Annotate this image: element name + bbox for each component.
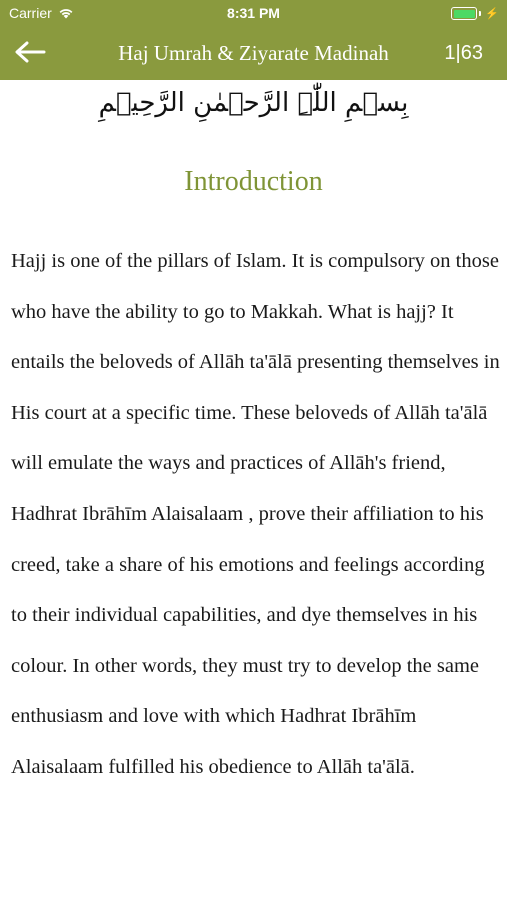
status-time: 8:31 PM — [227, 5, 280, 21]
battery-level — [454, 10, 475, 18]
page-title: Haj Umrah & Ziyarate Madinah — [118, 41, 389, 65]
status-bar — [0, 0, 507, 28]
battery-icon — [451, 7, 477, 20]
content-area[interactable] — [0, 80, 507, 900]
section-title: Introduction — [184, 166, 323, 197]
body-text: Hajj is one of the pillars of Islam. It is compulsory on those who have the ability to go to Makkah. What is hajj? It entails the beloveds of Allāh ta'ālā presenting themselves in His court at a specific time. These beloveds of Allāh ta'ālā will emulate the ways and practices of Allāh's friend, Hadhrat Ibrāhīm Alaisalaam , prove their affiliation to his creed, take a share of his emotions and feelings according to their individual capabilities, and dye themselves in his colour. In other words, they must try to develop the same enthusiasm and love with which Hadhrat Ibrāhīm Alaisalaam fulfilled his obedience to Allāh ta'ālā. — [11, 250, 500, 778]
carrier-label: Carrier — [9, 5, 52, 21]
battery-cap — [479, 11, 481, 16]
navigation-bar — [0, 28, 507, 80]
page-indicator: 1|63 — [444, 42, 483, 64]
battery-indicator — [451, 7, 499, 20]
bismillah-text: بِسۡمِ اللّٰہِ الرَّحۡمٰنِ الرَّحِیۡمِ — [98, 88, 409, 118]
charging-icon: ⚡ — [485, 8, 499, 20]
app-header — [0, 0, 507, 80]
